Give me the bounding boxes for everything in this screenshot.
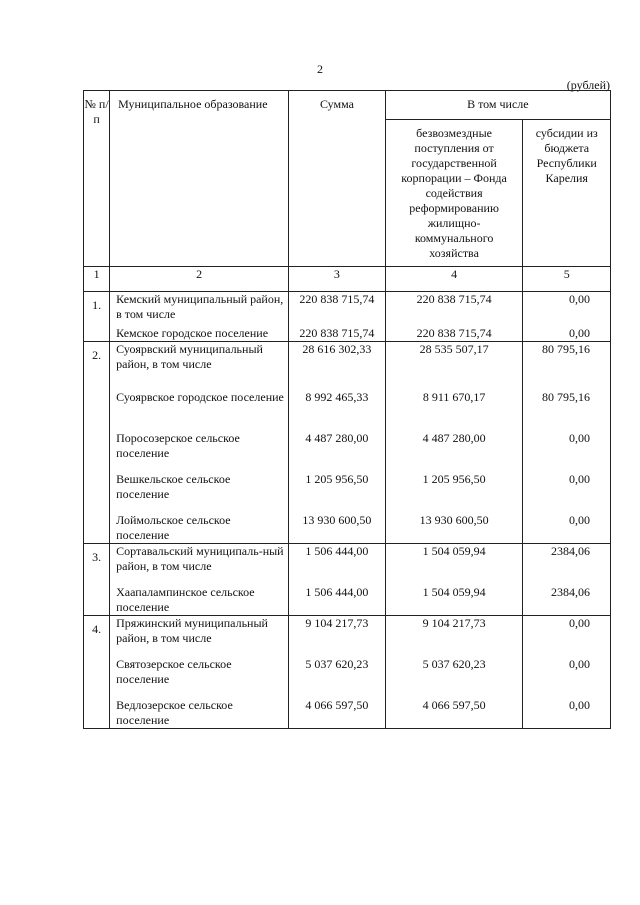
sum-cell bbox=[289, 616, 386, 729]
table-row bbox=[84, 292, 611, 342]
entry-subsidy: 0,00 bbox=[569, 513, 590, 527]
entry-fund: 9 104 217,73 bbox=[422, 616, 486, 630]
subsidy-cell bbox=[523, 292, 611, 342]
entry-sum: 1 506 444,00 bbox=[305, 544, 369, 558]
fund-cell bbox=[385, 342, 523, 544]
entry-sum: 9 104 217,73 bbox=[305, 616, 369, 630]
entry-subsidy: 0,00 bbox=[569, 326, 590, 340]
row-number: 2. bbox=[84, 342, 110, 544]
column-number-row bbox=[84, 267, 611, 292]
entry-sum: 4 066 597,50 bbox=[305, 698, 369, 712]
header-subsidy: субсидии из бюджета Республики Карелия bbox=[523, 120, 611, 267]
municipality-cell bbox=[110, 292, 289, 342]
subsidy-cell bbox=[523, 342, 611, 544]
page-number: 2 bbox=[317, 62, 323, 76]
fund-cell bbox=[385, 292, 523, 342]
header-row bbox=[84, 91, 611, 120]
header-sum: Сумма bbox=[289, 91, 386, 267]
entry-fund: 1 205 956,50 bbox=[422, 472, 486, 486]
row-number: 1. bbox=[84, 292, 110, 342]
header-including: В том числе bbox=[385, 91, 610, 120]
column-number: 5 bbox=[523, 267, 611, 292]
entry-name: Суоярвское городское поселение bbox=[116, 390, 284, 404]
entry-subsidy: 0,00 bbox=[569, 698, 590, 712]
entry-fund: 1 504 059,94 bbox=[422, 544, 486, 558]
table-row bbox=[84, 342, 611, 544]
column-number: 1 bbox=[84, 267, 110, 292]
sum-cell bbox=[289, 342, 386, 544]
entry-name: Сортавальский муниципаль-ный район, в том числе bbox=[116, 544, 284, 573]
subsidy-cell bbox=[523, 616, 611, 729]
header-fund: безвозмездные поступления от государственной корпорации – Фонда содействия реформированию жилищно-коммунального хозяйства bbox=[385, 120, 523, 267]
entry-name: Вешкельское сельское поселение bbox=[116, 472, 231, 501]
entry-sum: 5 037 620,23 bbox=[305, 657, 369, 671]
entry-fund: 28 535 507,17 bbox=[419, 342, 489, 356]
entry-name: Поросозерское сельское поселение bbox=[116, 431, 240, 460]
entry-sum: 28 616 302,33 bbox=[302, 342, 372, 356]
entry-fund: 13 930 600,50 bbox=[419, 513, 489, 527]
entry-subsidy: 80 795,16 bbox=[542, 390, 590, 404]
entry-name: Святозерское сельское поселение bbox=[116, 657, 232, 686]
entry-fund: 8 911 670,17 bbox=[422, 390, 486, 404]
entry-name: Кемское городское поселение bbox=[116, 326, 269, 340]
budget-table bbox=[83, 90, 611, 729]
entry-sum: 1 506 444,00 bbox=[305, 585, 369, 599]
sum-cell bbox=[289, 544, 386, 616]
entry-fund: 1 504 059,94 bbox=[422, 585, 486, 599]
municipality-cell bbox=[110, 342, 289, 544]
entry-sum: 220 838 715,74 bbox=[299, 292, 375, 306]
entry-fund: 4 066 597,50 bbox=[422, 698, 486, 712]
entry-sum: 8 992 465,33 bbox=[305, 390, 369, 404]
entry-name: Пряжинский муниципальный район, в том числе bbox=[116, 616, 268, 645]
entry-subsidy: 0,00 bbox=[569, 292, 590, 306]
entry-subsidy: 0,00 bbox=[569, 657, 590, 671]
entry-fund: 4 487 280,00 bbox=[422, 431, 486, 445]
entry-subsidy: 2384,06 bbox=[551, 585, 590, 599]
entry-name: Хаапалампинское сельское поселение bbox=[116, 585, 255, 614]
column-number: 4 bbox=[385, 267, 523, 292]
fund-cell bbox=[385, 544, 523, 616]
entry-subsidy: 2384,06 bbox=[551, 544, 590, 558]
table-row bbox=[84, 544, 611, 616]
header-no: № п/п bbox=[84, 91, 110, 267]
entry-subsidy: 0,00 bbox=[569, 472, 590, 486]
municipality-cell bbox=[110, 544, 289, 616]
column-number: 3 bbox=[289, 267, 386, 292]
fund-cell bbox=[385, 616, 523, 729]
entry-subsidy: 80 795,16 bbox=[542, 342, 590, 356]
units-label: (рублей) bbox=[566, 78, 610, 92]
subsidy-cell bbox=[523, 544, 611, 616]
entry-sum: 4 487 280,00 bbox=[305, 431, 369, 445]
header-municipality: Муниципальное образование bbox=[110, 91, 289, 267]
entry-sum: 13 930 600,50 bbox=[302, 513, 372, 527]
row-number: 4. bbox=[84, 616, 110, 729]
column-number: 2 bbox=[110, 267, 289, 292]
entry-sum: 1 205 956,50 bbox=[305, 472, 369, 486]
entry-name: Кемский муниципальный район, в том числе bbox=[116, 292, 284, 321]
row-number: 3. bbox=[84, 544, 110, 616]
entry-name: Лоймольское сельское поселение bbox=[116, 513, 231, 542]
entry-sum: 220 838 715,74 bbox=[299, 326, 375, 340]
sum-cell bbox=[289, 292, 386, 342]
table-row bbox=[84, 616, 611, 729]
entry-subsidy: 0,00 bbox=[569, 616, 590, 630]
entry-fund: 220 838 715,74 bbox=[416, 326, 492, 340]
entry-fund: 220 838 715,74 bbox=[416, 292, 492, 306]
entry-subsidy: 0,00 bbox=[569, 431, 590, 445]
entry-name: Ведлозерское сельское поселение bbox=[116, 698, 233, 727]
entry-name: Суоярвский муниципальный район, в том числе bbox=[116, 342, 263, 371]
entry-fund: 5 037 620,23 bbox=[422, 657, 486, 671]
municipality-cell bbox=[110, 616, 289, 729]
